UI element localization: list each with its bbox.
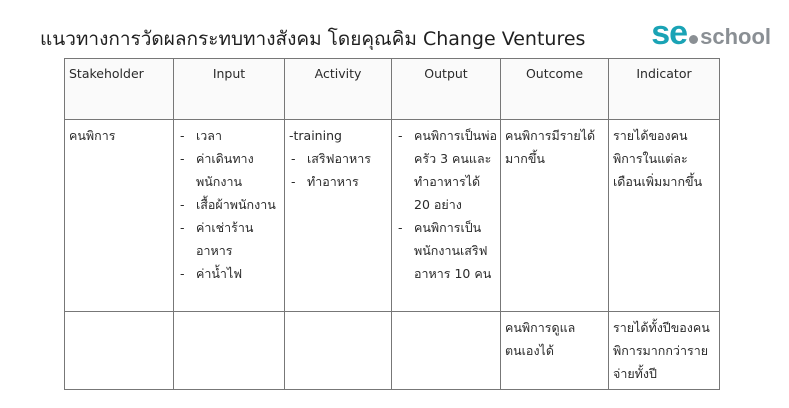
table-row (65, 312, 720, 390)
list-item: - ค่าเดินทางพนักงาน (178, 147, 281, 193)
cell-activity (285, 312, 392, 390)
header-indicator: Indicator (609, 59, 720, 120)
cell-indicator: รายได้ของคนพิการในแต่ละเดือนเพิ่มมากขึ้น (609, 120, 720, 312)
list-item: - ทำอาหาร (289, 170, 388, 193)
cell-stakeholder: คนพิการ (65, 120, 174, 312)
list-item: - เวลา (178, 124, 281, 147)
activity-heading: -training (289, 128, 342, 143)
cell-input (174, 312, 285, 390)
cell-indicator: รายได้ทั้งปีของคนพิการมากกว่ารายจ่ายทั้งปี (609, 312, 720, 390)
list-item: - ค่าเช่าร้านอาหาร (178, 216, 281, 262)
header-activity: Activity (285, 59, 392, 120)
list-item: - เสื้อผ้าพนักงาน (178, 193, 281, 216)
cell-output (392, 120, 501, 312)
logo-se-text: se (651, 14, 688, 52)
cell-input (174, 120, 285, 312)
table-header-row (65, 59, 720, 120)
slide-title: แนวทางการวัดผลกระทบทางสังคม โดยคุณคิม Change Ventures (40, 28, 586, 50)
header-output: Output (392, 59, 501, 120)
table-row (65, 120, 720, 312)
header-outcome: Outcome (501, 59, 609, 120)
list-item: - เสริฟอาหาร (289, 147, 388, 170)
logo-school-text: school (700, 24, 771, 49)
cell-activity (285, 120, 392, 312)
cell-outcome: คนพิการดูแลตนเองได้ (501, 312, 609, 390)
impact-table (64, 58, 720, 390)
cell-output (392, 312, 501, 390)
list-item: - คนพิการเป็นพนักงานเสริฟอาหาร 10 คน (396, 216, 497, 285)
list-item: - คนพิการเป็นพ่อครัว 3 คนและทำอาหารได้ 20 อย่าง (396, 124, 497, 216)
header-stakeholder: Stakeholder (65, 59, 174, 120)
cell-stakeholder (65, 312, 174, 390)
seschool-logo (651, 16, 771, 50)
cell-outcome: คนพิการมีรายได้มากขึ้น (501, 120, 609, 312)
logo-dot-icon (689, 35, 698, 44)
list-item: - ค่าน้ำไฟ (178, 262, 281, 285)
header-input: Input (174, 59, 285, 120)
